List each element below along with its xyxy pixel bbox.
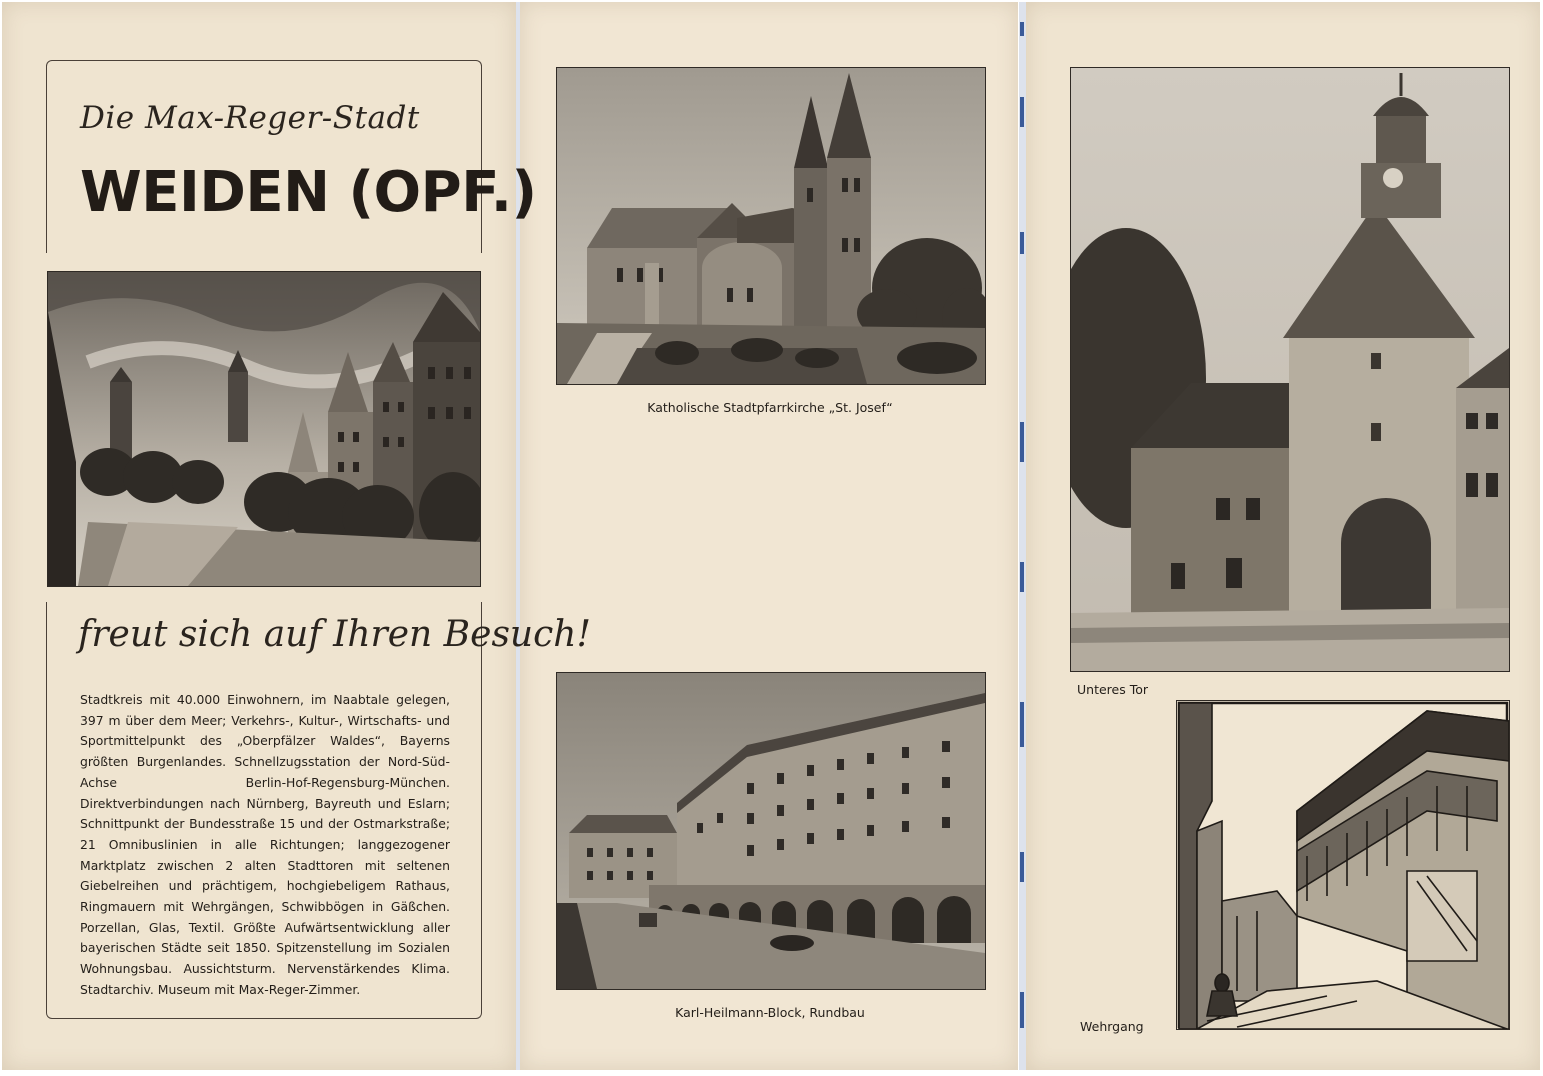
city-title: WEIDEN (OPF.) [80, 160, 537, 225]
welcome-text: freut sich auf Ihren Besuch! [78, 614, 591, 655]
tagline: Die Max-Reger-Stadt [80, 100, 420, 136]
wall-walk-sketch [1176, 700, 1510, 1030]
city-description: Stadtkreis mit 40.000 Einwohnern, im Naabtale gelegen, 397 m über dem Meer; Verkehrs-, Kultur-, Wirtschafts- und Sportmittelpunkt des „Oberpfälzer Waldes“, Bayerns größten Burgenlandes. Schnellzugsstation der Nord-Süd-Achse Berlin-Hof-Regensburg-München. Direktverbindungen nach Nürnberg, Bayreuth und Eslarn; Schnittpunkt der Bundesstraße 15 und der Ostmarkstraße; 21 Omnibuslinien in alle Richtungen; langgezogener Marktplatz zwischen 2 alten Stadttoren mit seltenen Giebelreihen und prächtigem, hochgiebeligem Rathaus, Ringmauern mit Wehrgängen, Schwibbögen in Gäßchen. Porzellan, Glas, Textil. Größte Aufwärtsentwicklung aller bayerischen Städte seit 1850. Spitzenstellung im Sozialen Wohnungsbau. Aussichtsturm. Nervenstärkendes Klima. Stadtarchiv. Museum mit Max-Reger-Zimmer. [80, 692, 450, 997]
gate-caption: Unteres Tor [1077, 682, 1149, 697]
apartment-block-photo [556, 672, 986, 990]
fold-right [1019, 2, 1026, 1070]
town-gate-photo [1070, 67, 1510, 672]
wall-caption: Wehrgang [1080, 1019, 1144, 1034]
church-photo [556, 67, 986, 385]
church-caption: Katholische Stadtpfarrkirche „St. Josef“ [647, 400, 893, 415]
market-square-photo [47, 271, 481, 587]
block-caption: Karl-Heilmann-Block, Rundbau [675, 1005, 865, 1020]
